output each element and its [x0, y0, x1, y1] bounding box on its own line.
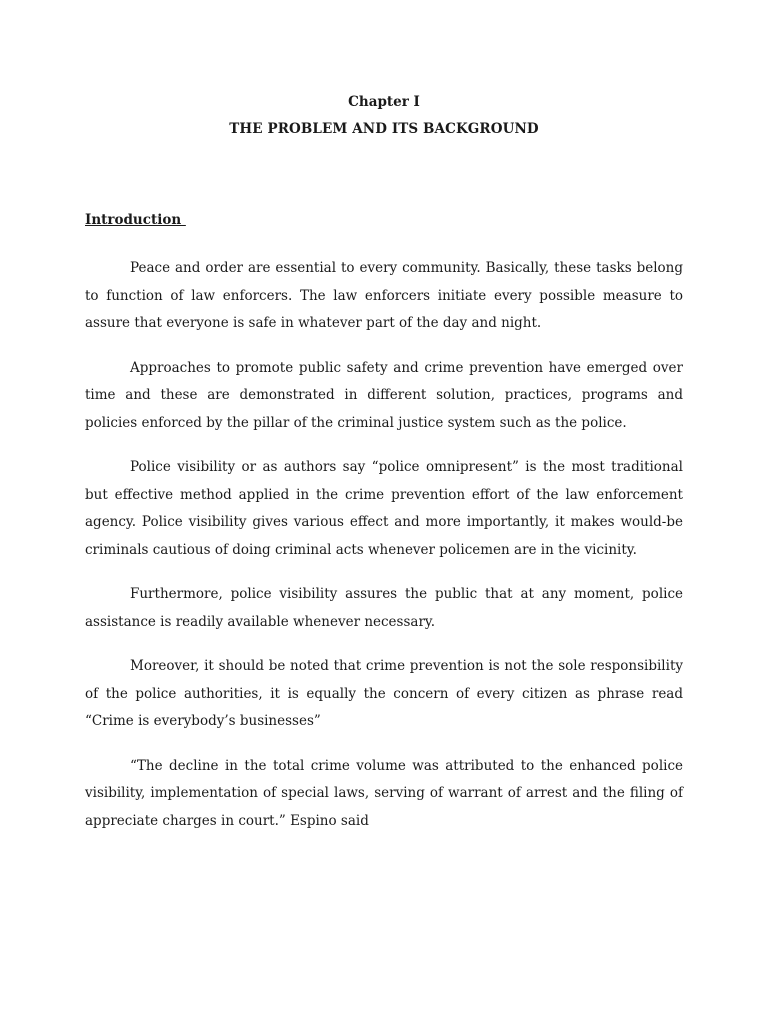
document-body [85, 255, 683, 852]
paragraph-4: Furthermore, police visibility assures the public that at any moment, police assistance is readily available whenever necessary. [85, 586, 683, 630]
chapter-title: THE PROBLEM AND ITS BACKGROUND [229, 121, 539, 137]
paragraph-3: Police visibility or as authors say “police omnipresent” is the most traditional but effective method applied in the crime prevention effort of the law enforcement agency. Police visibility gives various effect and more importantly, it makes would-be criminals cautious of doing criminal acts whenever policemen are in the vicinity. [85, 459, 683, 558]
paragraph-2: Approaches to promote public safety and crime prevention have emerged over time and these are demonstrated in different solution, practices, programs and policies enforced by the pillar of the criminal justice system such as the police. [85, 359, 683, 431]
paragraph-6: “The decline in the total crime volume was attributed to the enhanced police visibility, implementation of special laws, serving of warrant of arrest and the filing of appreciate charges in court.” Espino said [85, 757, 683, 829]
chapter-label: Chapter I [348, 94, 420, 110]
section-heading-introduction: Introduction [85, 212, 186, 228]
paragraph-5: Moreover, it should be noted that crime prevention is not the sole responsibility of the police authorities, it is equally the concern of every citizen as phrase read “Crime is everybody’s businesses” [85, 658, 683, 729]
paragraph-1: Peace and order are essential to every community. Basically, these tasks belong to function of law enforcers. The law enforcers initiate every possible measure to assure that everyone is safe in whatever part of the day and night. [85, 260, 683, 331]
